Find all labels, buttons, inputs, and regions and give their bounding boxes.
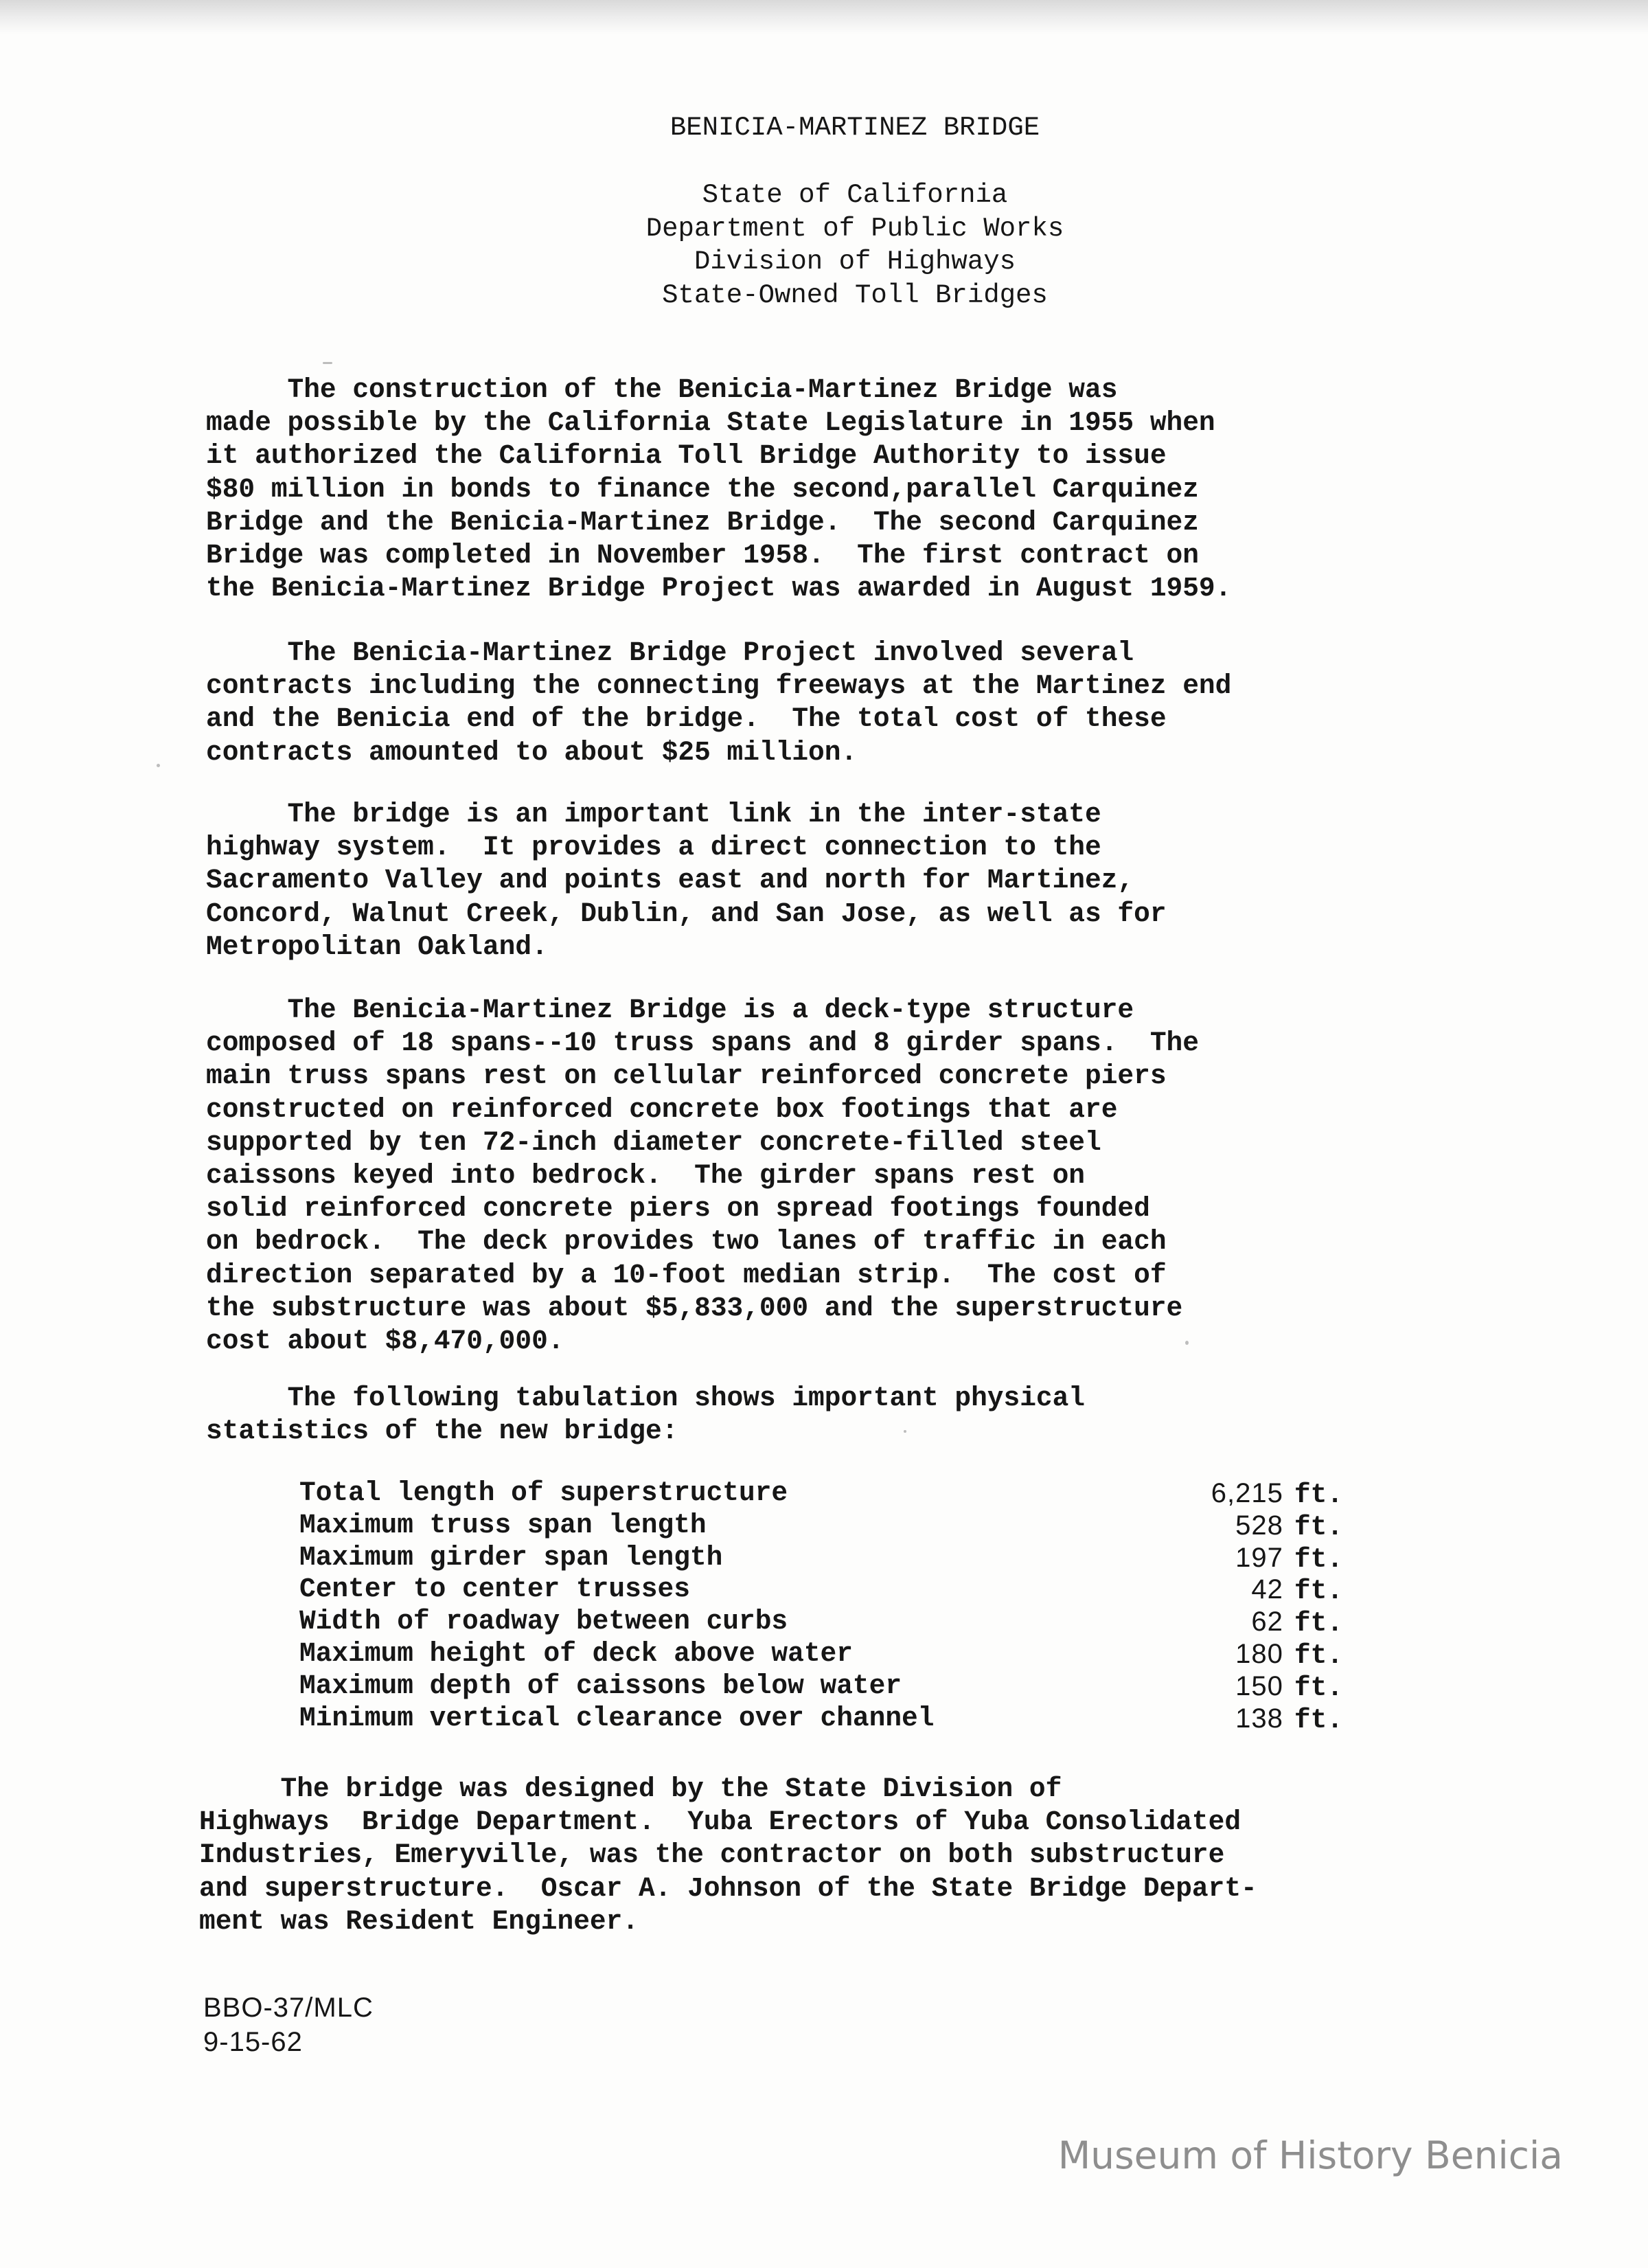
museum-watermark: Museum of History Benicia <box>1057 2133 1563 2177</box>
statistic-label: Maximum truss span length <box>299 1509 707 1541</box>
document-heading <box>0 179 1648 312</box>
heading-line: State-Owned Toll Bridges <box>662 280 1048 310</box>
statistic-row <box>299 1606 1343 1638</box>
text-line: statistics of the new bridge: <box>206 1416 678 1447</box>
text-line: The Benicia-Martinez Bridge Project involved several <box>206 637 1134 668</box>
text-line: Highways Bridge Department. Yuba Erectors of Yuba Consolidated <box>199 1806 1241 1838</box>
statistic-label: Maximum height of deck above water <box>299 1637 853 1669</box>
scan-speck <box>323 362 332 364</box>
statistic-row <box>299 1703 1343 1735</box>
statistic-unit: ft. <box>1294 1479 1343 1510</box>
statistic-label: Minimum vertical clearance over channel <box>299 1702 935 1734</box>
text-line: $80 million in bonds to finance the second,parallel Carquinez <box>206 473 1199 505</box>
statistic-number: 150 <box>1235 1670 1283 1701</box>
text-line: cost about $8,470,000. <box>206 1326 564 1357</box>
paragraph-funding <box>206 374 1231 605</box>
statistic-value <box>1251 1606 1343 1640</box>
text-line: and superstructure. Oscar A. Johnson of the State Bridge Depart- <box>199 1872 1257 1904</box>
statistic-unit: ft. <box>1294 1640 1343 1671</box>
document-reference <box>203 1991 374 2059</box>
document-title: BENICIA-MARTINEZ BRIDGE <box>670 113 1040 143</box>
statistic-number: 62 <box>1251 1607 1283 1637</box>
statistic-label: Width of roadway between curbs <box>299 1606 788 1637</box>
statistic-number: 138 <box>1235 1703 1283 1734</box>
text-line: supported by ten 72-inch diameter concrete-filled steel <box>206 1126 1101 1158</box>
text-line: caissons keyed into bedrock. The girder spans rest on <box>206 1160 1086 1192</box>
statistic-value <box>1235 1670 1343 1705</box>
paragraph-contracts <box>206 637 1231 769</box>
scan-speck <box>1185 1341 1189 1345</box>
statistic-value <box>1211 1477 1343 1512</box>
heading-line: Division of Highways <box>694 247 1016 277</box>
paragraph-highway-link <box>206 798 1167 964</box>
text-line: highway system. It provides a direct connection to the <box>206 832 1101 863</box>
statistic-value <box>1235 1510 1343 1544</box>
statistic-label: Maximum depth of caissons below water <box>299 1670 902 1701</box>
text-line: The bridge was designed by the State Division of <box>199 1773 1062 1804</box>
statistic-number: 180 <box>1235 1638 1283 1669</box>
text-line: The following tabulation shows important physical <box>206 1383 1086 1414</box>
statistic-value <box>1251 1574 1343 1608</box>
statistic-unit: ft. <box>1294 1608 1343 1640</box>
text-line: constructed on reinforced concrete box footings that are <box>206 1093 1118 1125</box>
heading-line: State of California <box>702 180 1008 210</box>
text-line: ment was Resident Engineer. <box>199 1905 639 1937</box>
document-date: 9-15-62 <box>203 2027 303 2057</box>
text-line: contracts amounted to about $25 million. <box>206 736 858 768</box>
statistic-unit: ft. <box>1294 1511 1343 1543</box>
statistic-unit: ft. <box>1294 1543 1343 1575</box>
text-line: Metropolitan Oakland. <box>206 931 548 962</box>
statistic-row <box>299 1638 1343 1670</box>
statistic-value <box>1235 1638 1343 1672</box>
statistic-row <box>299 1510 1343 1542</box>
scan-edge-shadow <box>0 0 1648 34</box>
heading-line: Department of Public Works <box>645 213 1064 244</box>
scan-speck <box>904 1430 906 1433</box>
statistic-value <box>1235 1542 1343 1576</box>
text-line: The construction of the Benicia-Martinez Bridge was <box>206 374 1118 405</box>
paragraph-credits <box>199 1773 1257 1938</box>
text-line: Concord, Walnut Creek, Dublin, and San Jose, as well as for <box>206 898 1167 929</box>
text-line: The Benicia-Martinez Bridge is a deck-type structure <box>206 995 1134 1025</box>
statistic-label: Maximum girder span length <box>299 1541 723 1573</box>
text-line: made possible by the California State Legislature in 1955 when <box>206 407 1215 439</box>
text-line: solid reinforced concrete piers on spread footings founded <box>206 1193 1150 1225</box>
text-line: Bridge and the Benicia-Martinez Bridge. The second Carquinez <box>206 506 1199 538</box>
statistic-unit: ft. <box>1294 1672 1343 1703</box>
statistic-row <box>299 1477 1343 1510</box>
statistic-label: Center to center trusses <box>299 1574 690 1605</box>
text-line: direction separated by a 10-foot median strip. The cost of <box>206 1259 1167 1291</box>
text-line: Industries, Emeryville, was the contractor on both substructure <box>199 1839 1225 1871</box>
statistics-table <box>299 1477 1343 1734</box>
statistic-row <box>299 1670 1343 1703</box>
paragraph-structure <box>206 994 1199 1358</box>
text-line: composed of 18 spans--10 truss spans and 8 girder spans. The <box>206 1028 1199 1059</box>
statistic-row <box>299 1542 1343 1574</box>
statistic-value <box>1235 1703 1343 1737</box>
text-line: the Benicia-Martinez Bridge Project was awarded in August 1959. <box>206 573 1232 604</box>
text-line: the substructure was about $5,833,000 and the superstructure <box>206 1292 1183 1324</box>
statistic-unit: ft. <box>1294 1576 1343 1607</box>
statistic-unit: ft. <box>1294 1704 1343 1736</box>
text-line: Sacramento Valley and points east and north for Martinez, <box>206 865 1134 896</box>
reference-code: BBO-37/MLC <box>203 1993 374 2023</box>
paragraph-tabulation-intro <box>206 1382 1085 1448</box>
statistic-number: 197 <box>1235 1542 1283 1573</box>
text-line: on bedrock. The deck provides two lanes of traffic in each <box>206 1226 1167 1258</box>
statistic-number: 42 <box>1251 1574 1283 1605</box>
statistic-label: Total length of superstructure <box>299 1477 788 1508</box>
text-line: main truss spans rest on cellular reinforced concrete piers <box>206 1061 1167 1092</box>
text-line: The bridge is an important link in the inter-state <box>206 799 1101 830</box>
statistic-row <box>299 1574 1343 1606</box>
text-line: and the Benicia end of the bridge. The total cost of these <box>206 703 1167 735</box>
scan-speck <box>157 764 160 767</box>
text-line: Bridge was completed in November 1958. The first contract on <box>206 540 1199 571</box>
statistic-number: 6,215 <box>1211 1478 1283 1508</box>
text-line: contracts including the connecting freeways at the Martinez end <box>206 670 1232 702</box>
text-line: it authorized the California Toll Bridge Authority to issue <box>206 440 1167 472</box>
statistic-number: 528 <box>1235 1510 1283 1541</box>
